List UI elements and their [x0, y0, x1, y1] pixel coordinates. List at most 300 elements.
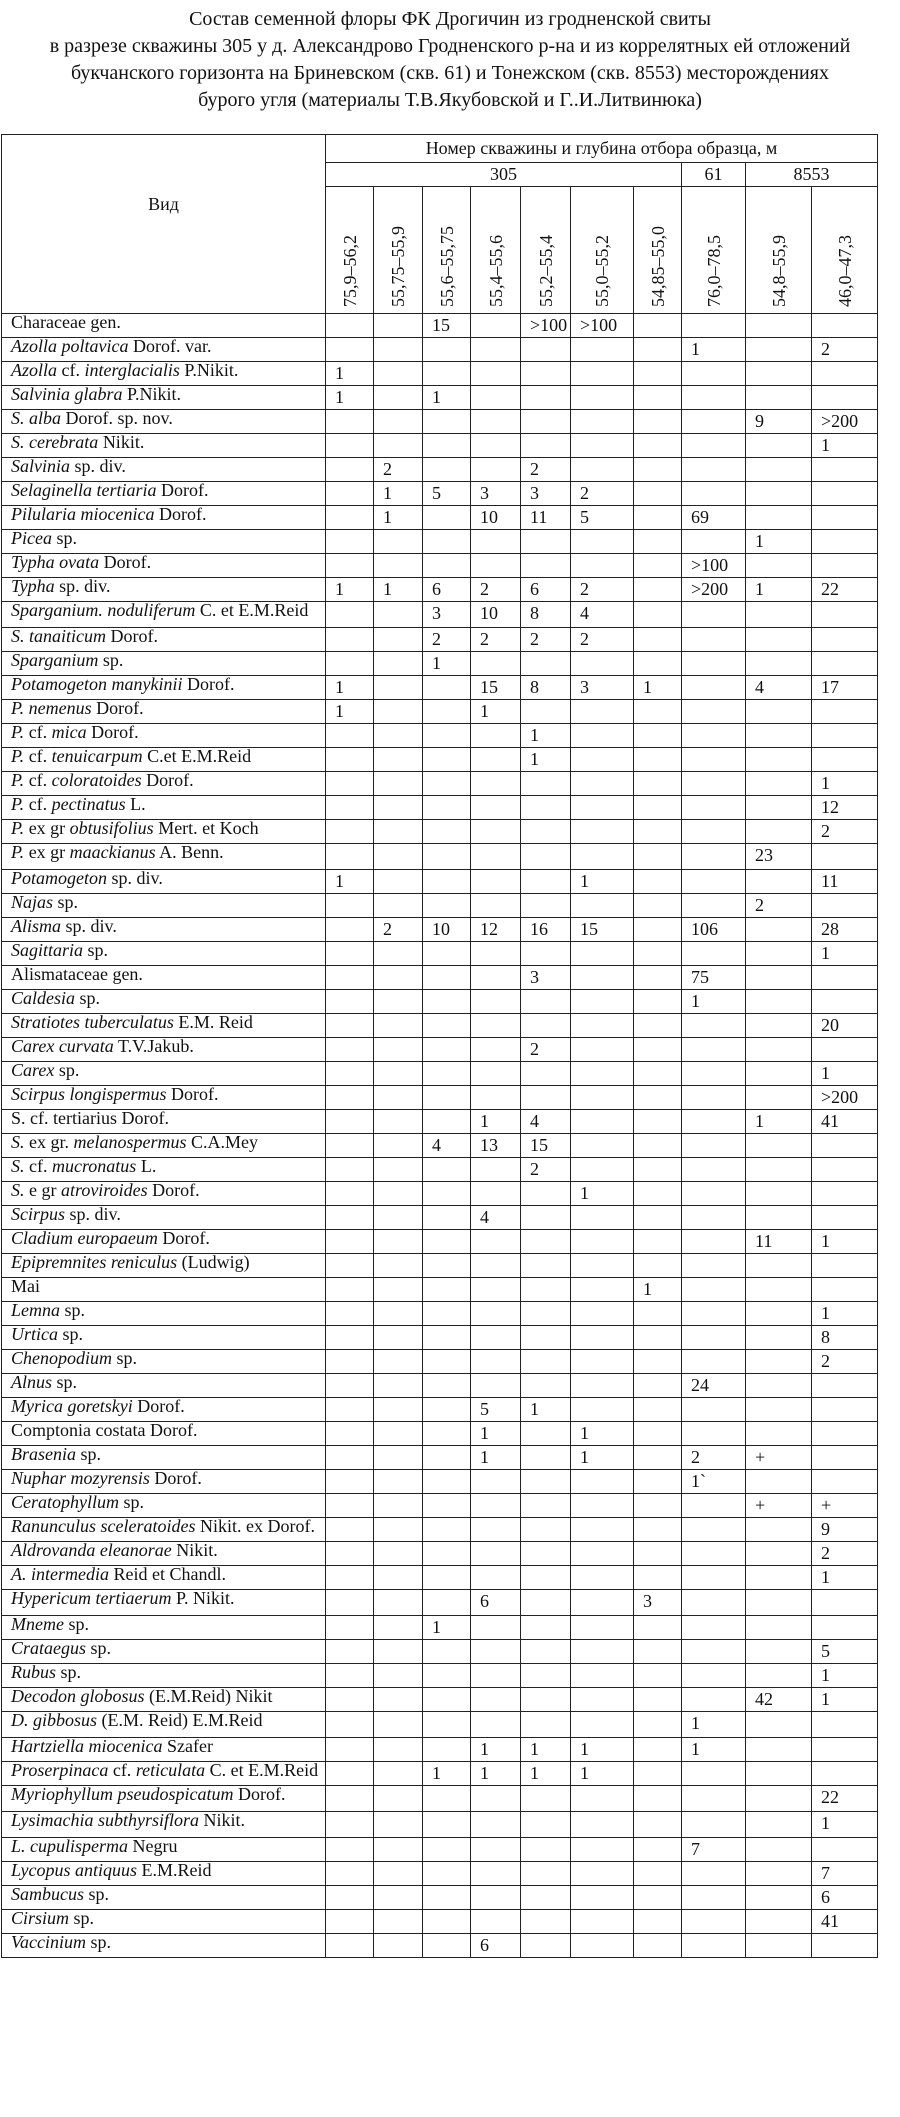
taxon-text: cf.	[24, 771, 52, 790]
taxon-italic: coloratoides	[51, 771, 142, 790]
count-cell	[571, 724, 634, 748]
taxon-text: sp.	[54, 1061, 80, 1080]
count-cell: 3	[471, 482, 521, 506]
count-cell: 1	[471, 1762, 521, 1786]
count-cell	[326, 1302, 374, 1326]
table-row	[2, 1616, 878, 1640]
count-cell	[682, 1934, 746, 1958]
count-cell	[634, 870, 682, 894]
count-cell	[471, 1616, 521, 1640]
species-name	[2, 1812, 326, 1838]
count-cell	[682, 530, 746, 554]
count-cell	[423, 772, 471, 796]
count-cell	[374, 1762, 423, 1786]
count-cell	[746, 602, 812, 628]
count-cell	[682, 1616, 746, 1640]
species-name	[2, 506, 326, 530]
taxon-text: ex gr	[24, 843, 70, 862]
count-cell	[571, 1616, 634, 1640]
species-name	[2, 1762, 326, 1786]
count-cell	[374, 554, 423, 578]
count-cell	[423, 338, 471, 362]
table-row	[2, 1110, 878, 1134]
taxon-text: Reid et Chandl.	[108, 1565, 226, 1584]
count-cell	[634, 1398, 682, 1422]
count-cell	[682, 1762, 746, 1786]
count-cell: 1	[471, 700, 521, 724]
count-cell	[471, 1712, 521, 1738]
table-row	[2, 1182, 878, 1206]
count-cell	[746, 482, 812, 506]
species-name	[2, 1134, 326, 1158]
count-cell	[682, 1398, 746, 1422]
taxon-italic: L. cupulisperma	[11, 1837, 128, 1856]
table-row	[2, 1398, 878, 1422]
table-body	[2, 314, 878, 1958]
count-cell	[571, 1566, 634, 1590]
count-cell: 1`	[682, 1470, 746, 1494]
count-cell	[746, 1302, 812, 1326]
count-cell	[812, 602, 878, 628]
count-cell	[374, 1590, 423, 1616]
taxon-italic: Selaginella tertiaria	[11, 481, 157, 500]
count-cell	[326, 1616, 374, 1640]
taxon-text: Mert. et Koch	[153, 819, 259, 838]
count-cell	[326, 410, 374, 434]
species-name	[2, 1110, 326, 1134]
count-cell	[812, 1590, 878, 1616]
count-cell	[326, 434, 374, 458]
count-cell	[634, 1688, 682, 1712]
count-cell: 10	[471, 506, 521, 530]
count-cell	[521, 1494, 571, 1518]
count-cell	[374, 1254, 423, 1278]
taxon-italic: maackianus	[69, 843, 156, 862]
count-cell: 3	[634, 1590, 682, 1616]
count-cell	[634, 1110, 682, 1134]
taxon-text: cf.	[24, 723, 52, 742]
count-cell: 2	[521, 628, 571, 652]
table-row	[2, 748, 878, 772]
count-cell	[326, 1326, 374, 1350]
table-row	[2, 362, 878, 386]
species-name	[2, 602, 326, 628]
taxon-italic: Epipremnites reniculus	[11, 1253, 178, 1272]
species-name	[2, 1254, 326, 1278]
count-cell	[326, 772, 374, 796]
taxon-text: ex gr	[24, 819, 70, 838]
species-name	[2, 578, 326, 602]
count-cell	[634, 1158, 682, 1182]
count-cell	[746, 990, 812, 1014]
count-cell: 8	[521, 602, 571, 628]
count-cell	[634, 458, 682, 482]
count-cell	[812, 1158, 878, 1182]
count-cell	[746, 1158, 812, 1182]
count-cell	[746, 1838, 812, 1862]
count-cell	[423, 1518, 471, 1542]
taxon-text: (E.M. Reid) E.M.Reid	[97, 1711, 263, 1730]
count-cell	[423, 1446, 471, 1470]
count-cell	[521, 1542, 571, 1566]
table-row	[2, 1014, 878, 1038]
count-cell	[812, 1712, 878, 1738]
taxon-italic: mucronatus	[51, 1157, 137, 1176]
taxon-italic: P.	[11, 795, 25, 814]
count-cell: 1	[326, 700, 374, 724]
count-cell	[746, 1422, 812, 1446]
count-cell	[326, 844, 374, 870]
count-cell	[471, 1786, 521, 1812]
count-cell	[326, 1688, 374, 1712]
count-cell	[471, 1086, 521, 1110]
count-cell: 3	[423, 602, 471, 628]
count-cell	[682, 1110, 746, 1134]
species-name	[2, 1640, 326, 1664]
count-cell	[326, 1422, 374, 1446]
count-cell	[521, 772, 571, 796]
species-name	[2, 1278, 326, 1302]
count-cell	[682, 1302, 746, 1326]
count-cell: 6	[521, 578, 571, 602]
count-cell	[634, 1374, 682, 1398]
taxon-italic: obtusifolius	[69, 819, 154, 838]
species-name	[2, 918, 326, 942]
count-cell	[571, 386, 634, 410]
table-row	[2, 1374, 878, 1398]
taxon-text: sp.	[76, 1445, 102, 1464]
count-cell: 2	[812, 1350, 878, 1374]
taxon-italic: Azolla poltavica	[11, 337, 129, 356]
taxon-text: sp.	[63, 1615, 89, 1634]
species-name	[2, 1910, 326, 1934]
count-cell	[812, 1470, 878, 1494]
count-cell: 12	[471, 918, 521, 942]
taxon-italic: P.	[11, 819, 25, 838]
count-cell	[521, 1910, 571, 1934]
taxon-italic: Typha ovata	[11, 553, 100, 572]
count-cell	[471, 1254, 521, 1278]
count-cell	[521, 1688, 571, 1712]
count-cell	[374, 1934, 423, 1958]
count-cell	[374, 1446, 423, 1470]
taxon-text: Characeae gen.	[11, 313, 121, 332]
taxon-italic: Alisma	[11, 917, 62, 936]
count-cell	[374, 1422, 423, 1446]
count-cell	[634, 1762, 682, 1786]
count-cell: 1	[326, 362, 374, 386]
table-row	[2, 1812, 878, 1838]
taxon-text: Dorof.	[86, 723, 139, 742]
taxon-italic: melanospermus	[73, 1133, 187, 1152]
count-cell	[682, 724, 746, 748]
taxon-text: Dorof.	[149, 1469, 202, 1488]
count-cell	[471, 1688, 521, 1712]
count-cell	[682, 1886, 746, 1910]
taxon-italic: Salvinia	[11, 457, 70, 476]
count-cell	[682, 1862, 746, 1886]
species-name	[2, 554, 326, 578]
count-cell	[812, 314, 878, 338]
count-cell	[326, 1374, 374, 1398]
count-cell	[746, 1038, 812, 1062]
count-cell: 1	[521, 1762, 571, 1786]
count-cell	[521, 1590, 571, 1616]
count-cell	[812, 748, 878, 772]
count-cell	[746, 724, 812, 748]
taxon-italic: P.	[11, 723, 25, 742]
count-cell	[471, 1278, 521, 1302]
count-cell	[682, 362, 746, 386]
count-cell	[634, 724, 682, 748]
count-cell: 11	[812, 870, 878, 894]
table-row	[2, 942, 878, 966]
species-name	[2, 1230, 326, 1254]
count-cell	[326, 724, 374, 748]
count-cell	[374, 1886, 423, 1910]
count-cell	[746, 1762, 812, 1786]
count-cell	[423, 1738, 471, 1762]
count-cell: 4	[746, 676, 812, 700]
species-name	[2, 1664, 326, 1688]
count-cell	[571, 652, 634, 676]
count-cell	[423, 820, 471, 844]
count-cell	[326, 894, 374, 918]
taxon-text: Dorof.	[156, 481, 209, 500]
count-cell: 2	[682, 1446, 746, 1470]
count-cell	[682, 844, 746, 870]
count-cell	[423, 1206, 471, 1230]
count-cell	[682, 1326, 746, 1350]
count-cell: 1	[812, 1230, 878, 1254]
count-cell	[812, 1838, 878, 1862]
count-cell	[571, 1398, 634, 1422]
taxon-italic: Vaccinium	[11, 1933, 86, 1952]
table-row	[2, 1786, 878, 1812]
count-cell	[746, 796, 812, 820]
depth-header: 75,9–56,2	[326, 187, 374, 314]
count-cell	[521, 1374, 571, 1398]
taxon-text: Nikit. ex Dorof.	[195, 1517, 315, 1536]
species-name	[2, 314, 326, 338]
taxon-italic: P.	[11, 843, 25, 862]
count-cell	[746, 1590, 812, 1616]
table-row	[2, 1254, 878, 1278]
count-cell	[571, 1254, 634, 1278]
count-cell	[326, 1038, 374, 1062]
count-cell	[326, 1664, 374, 1688]
taxon-text: C.et E.M.Reid	[142, 747, 252, 766]
count-cell	[326, 602, 374, 628]
taxon-italic: Alnus	[11, 1373, 53, 1392]
count-cell	[571, 700, 634, 724]
count-cell: +	[746, 1446, 812, 1470]
species-name	[2, 676, 326, 700]
count-cell	[374, 386, 423, 410]
count-cell	[634, 578, 682, 602]
species-name	[2, 772, 326, 796]
count-cell	[746, 652, 812, 676]
count-cell	[682, 1014, 746, 1038]
species-name	[2, 1350, 326, 1374]
count-cell	[571, 1934, 634, 1958]
count-cell	[634, 1664, 682, 1688]
count-cell	[374, 1374, 423, 1398]
taxon-text: Mai	[11, 1277, 40, 1296]
count-cell	[634, 554, 682, 578]
count-cell	[746, 1566, 812, 1590]
count-cell: 12	[812, 796, 878, 820]
count-cell: 1	[571, 1762, 634, 1786]
count-cell	[746, 1134, 812, 1158]
title-line: в разрезе скважины 305 у д. Александрово Гродненского р-на и из коррелятных ей отложений	[49, 35, 851, 57]
document-title	[0, 0, 900, 114]
table-row	[2, 724, 878, 748]
count-cell	[374, 1738, 423, 1762]
table-row	[2, 482, 878, 506]
count-cell	[471, 1326, 521, 1350]
count-cell	[471, 1302, 521, 1326]
count-cell	[521, 1230, 571, 1254]
count-cell	[374, 1182, 423, 1206]
table-row	[2, 554, 878, 578]
count-cell	[634, 1640, 682, 1664]
count-cell	[326, 1278, 374, 1302]
count-cell	[682, 748, 746, 772]
count-cell	[471, 1350, 521, 1374]
count-cell	[521, 1518, 571, 1542]
taxon-text: sp.	[69, 1909, 95, 1928]
species-name	[2, 652, 326, 676]
count-cell	[746, 1398, 812, 1422]
count-cell	[634, 1302, 682, 1326]
count-cell	[571, 1158, 634, 1182]
table-row	[2, 458, 878, 482]
taxon-text: sp.	[83, 941, 109, 960]
count-cell	[634, 1934, 682, 1958]
taxon-italic: atroviroides	[60, 1181, 148, 1200]
table-row	[2, 870, 878, 894]
count-cell: 2	[471, 578, 521, 602]
table-row	[2, 1886, 878, 1910]
count-cell	[423, 1254, 471, 1278]
count-cell	[634, 1712, 682, 1738]
count-cell	[521, 1712, 571, 1738]
count-cell	[682, 1134, 746, 1158]
count-cell	[682, 410, 746, 434]
count-cell: 1	[682, 1712, 746, 1738]
count-cell	[374, 796, 423, 820]
count-cell	[423, 1590, 471, 1616]
table-row	[2, 338, 878, 362]
taxon-italic: Stratiotes tuberculatus	[11, 1013, 174, 1032]
count-cell	[521, 434, 571, 458]
count-cell	[812, 1038, 878, 1062]
table-row	[2, 700, 878, 724]
count-cell: 1	[471, 1446, 521, 1470]
count-cell: 1	[571, 1738, 634, 1762]
taxon-italic: Ranunculus sceleratoides	[11, 1517, 196, 1536]
count-cell	[746, 1350, 812, 1374]
species-name	[2, 362, 326, 386]
taxon-italic: Scirpus longispermus	[11, 1085, 167, 1104]
count-cell	[326, 1014, 374, 1038]
species-name	[2, 1786, 326, 1812]
taxon-italic: Chenopodium	[11, 1349, 112, 1368]
count-cell	[571, 1910, 634, 1934]
count-cell: 5	[423, 482, 471, 506]
taxon-text: Dorof.	[99, 553, 152, 572]
count-cell	[521, 652, 571, 676]
count-cell	[374, 434, 423, 458]
count-cell	[423, 458, 471, 482]
taxon-italic: S. cerebrata	[11, 433, 99, 452]
count-cell	[374, 1518, 423, 1542]
taxon-text: Nikit.	[98, 433, 145, 452]
taxon-text: Dorof.	[233, 1785, 286, 1804]
count-cell: 1	[571, 1182, 634, 1206]
taxon-italic: Picea	[11, 529, 52, 548]
count-cell	[471, 1374, 521, 1398]
count-cell	[634, 652, 682, 676]
taxon-text: sp.	[85, 1933, 111, 1952]
count-cell	[423, 1374, 471, 1398]
taxon-text: Comptonia costata Dorof.	[11, 1421, 198, 1440]
count-cell: 9	[746, 410, 812, 434]
count-cell	[746, 338, 812, 362]
count-cell	[521, 530, 571, 554]
count-cell	[746, 434, 812, 458]
count-cell	[374, 314, 423, 338]
species-name	[2, 1518, 326, 1542]
count-cell	[326, 748, 374, 772]
count-cell	[682, 1422, 746, 1446]
count-cell	[521, 894, 571, 918]
count-cell	[471, 1910, 521, 1934]
count-cell	[326, 458, 374, 482]
count-cell	[374, 748, 423, 772]
count-cell: >100	[682, 554, 746, 578]
count-cell: 1	[812, 942, 878, 966]
count-cell: 4	[423, 1134, 471, 1158]
count-cell: 1	[812, 1812, 878, 1838]
taxon-text: sp.	[53, 893, 79, 912]
count-cell	[746, 1374, 812, 1398]
count-cell	[634, 1014, 682, 1038]
taxon-italic: Caldesia	[11, 989, 76, 1008]
species-name	[2, 458, 326, 482]
count-cell	[374, 1350, 423, 1374]
count-cell	[423, 700, 471, 724]
count-cell	[746, 1278, 812, 1302]
count-cell	[634, 628, 682, 652]
count-cell	[634, 386, 682, 410]
count-cell	[521, 386, 571, 410]
count-cell	[634, 990, 682, 1014]
taxon-italic: Ceratophyllum	[11, 1493, 119, 1512]
count-cell	[471, 1038, 521, 1062]
taxon-italic: Rubus	[11, 1663, 56, 1682]
count-cell	[812, 1134, 878, 1158]
count-cell	[571, 434, 634, 458]
table-row	[2, 1350, 878, 1374]
count-cell	[471, 772, 521, 796]
taxon-text: E.M.Reid	[136, 1861, 212, 1880]
count-cell: 2	[471, 628, 521, 652]
taxon-italic: Aldrovanda eleanorae	[11, 1541, 172, 1560]
count-cell	[471, 554, 521, 578]
taxon-italic: reticulata	[135, 1761, 206, 1780]
